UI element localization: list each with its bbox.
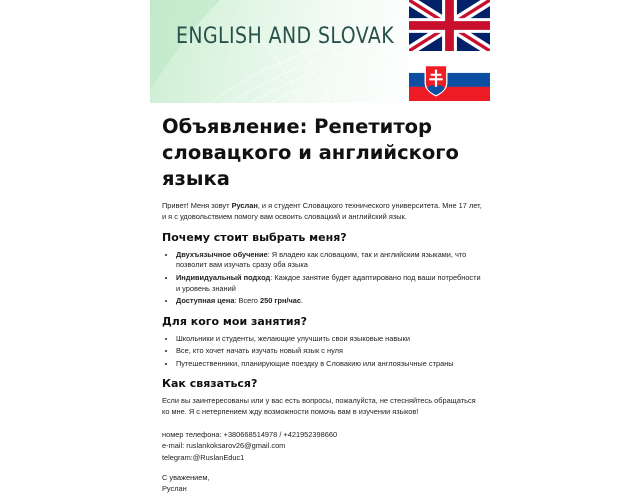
email-text: e-mail: ruslankoksarov26@gmail.com	[162, 441, 286, 451]
contact-heading: Как связаться?	[162, 377, 258, 391]
why-list	[162, 250, 482, 307]
signature-name: Руслан	[162, 483, 187, 493]
list-item-text: .	[301, 295, 304, 305]
list-item	[176, 296, 482, 307]
intro-text-start: Привет! Меня зовут	[162, 201, 232, 210]
flag-uk-icon	[409, 0, 490, 51]
list-item-text: : Я владею как словацким, так и английским языками, что позволит вам изучать сразу оба языка	[176, 249, 467, 270]
list-item: • Школьники и студенты, желающие улучшить свои языковые навыки	[176, 334, 482, 345]
list-item: • Все, кто хочет начать изучать новый язык с нуля	[176, 346, 482, 357]
signature-greeting: С уважением,	[162, 472, 210, 482]
list-item-bold: Двухъязычное обучение	[176, 249, 268, 259]
price: 250 грн/час	[259, 295, 301, 305]
list-item-bold: Доступная цена	[176, 295, 235, 305]
why-heading: Почему стоит выбрать меня?	[162, 230, 347, 244]
flag-slovakia-icon	[409, 59, 490, 101]
contact-details	[162, 429, 482, 463]
page-title: Объявление: Репетитор словацкого и английского языка	[162, 115, 459, 190]
intro-text-end: , и я студент Словацкого технического университета. Мне 17 лет, и я с удовольствием помогу вам освоить словацкий и английский язык.	[162, 201, 482, 221]
signature	[162, 472, 482, 494]
list-item-bold: Индивидуальный подход	[176, 272, 271, 282]
audience-list	[162, 334, 482, 370]
list-item	[176, 250, 482, 272]
list-item-text: : Каждое занятие будет адаптировано под ваши потребности и уровень знаний	[176, 272, 481, 293]
contact-paragraph: Если вы заинтересованы или у вас есть вопросы, пожалуйста, не стесняйтесь обращаться ко мне. Я с нетерпением жду возможности помочь вам в изучении языков!	[162, 396, 476, 417]
list-item: • Путешественники, планирующие поездку в Словакию или англоязычные страны	[176, 359, 482, 370]
tutor-name: Руслан	[231, 201, 258, 210]
list-item	[176, 273, 482, 295]
banner-title: ENGLISH AND SLOVAK	[176, 24, 395, 49]
phone-text: номер телефона: +380668514978 / +421952398660	[162, 429, 338, 439]
intro-paragraph	[162, 201, 482, 223]
ad-content	[162, 114, 482, 494]
list-item-text: : Всего	[234, 295, 260, 305]
audience-heading: Для кого мои занятия?	[162, 314, 307, 328]
telegram-text: telegram:@RuslanEduc1	[162, 452, 245, 462]
